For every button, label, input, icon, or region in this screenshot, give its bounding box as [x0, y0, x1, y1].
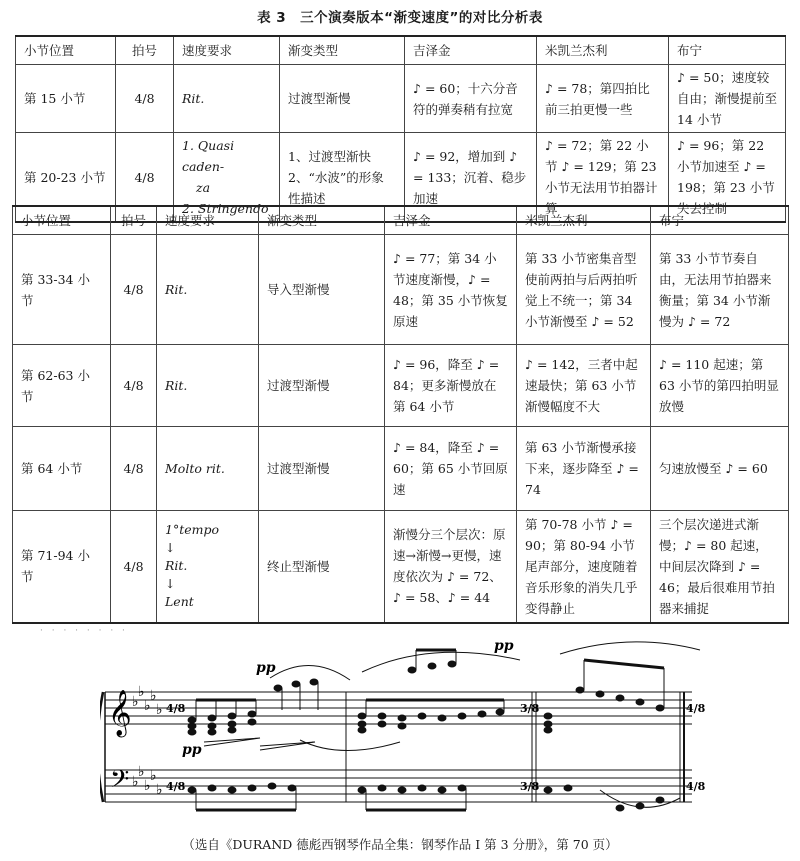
header-michelangeli: 米凯兰杰利 [517, 206, 651, 235]
time-signature: 4/8 [166, 702, 186, 715]
time-signature: 3/8 [520, 702, 540, 715]
cell-michelangeli: 第 70-78 小节 ♪ = 90；第 80-94 小节尾声部分，速度随着音乐形象的消失几乎变得静止 [517, 511, 651, 623]
bass-notes [188, 783, 664, 811]
brace [100, 692, 103, 802]
cell-bar: 第 64 小节 [13, 427, 111, 511]
header-change-type: 渐变类型 [259, 206, 385, 235]
svg-text:♭: ♭ [144, 778, 151, 794]
table-title-text: 三个演奏版本“渐变速度”的对比分析表 [300, 10, 543, 26]
tempo-line: Rit. [165, 558, 188, 574]
cell-type: 过渡型渐慢 [280, 65, 405, 133]
cell-gieseking: ♪ = 96，降至 ♪ = 84；更多渐慢放在第 64 小节 [385, 345, 517, 427]
cell-meter: 4/8 [111, 235, 157, 345]
score-excerpt [100, 630, 800, 830]
svg-text:♭: ♭ [138, 764, 145, 780]
time-signature: 4/8 [686, 780, 706, 793]
svg-text:♭: ♭ [156, 702, 163, 718]
cell-tempo: Rit. [174, 65, 280, 133]
header-gieseking: 吉泽金 [405, 36, 537, 65]
header-bunin: 布宁 [651, 206, 789, 235]
cell-tempo: Molto rit. [157, 427, 259, 511]
cell-type: 导入型渐慢 [259, 235, 385, 345]
cell-bunin: ♪ = 96；第 22 小节加速至 ♪ = 198；第 23 小节失去控制 [669, 133, 786, 223]
cell-gieseking: ♪ = 84，降至 ♪ = 60；第 65 小节回原速 [385, 427, 517, 511]
slurs [270, 642, 700, 807]
cell-meter: 4/8 [116, 133, 174, 223]
cell-michelangeli: 第 63 小节渐慢承接下来，逐步降至 ♪ = 74 [517, 427, 651, 511]
table-title [0, 6, 800, 26]
header-gieseking: 吉泽金 [385, 206, 517, 235]
cell-tempo [157, 511, 259, 623]
cell-bar: 第 62-63 小节 [13, 345, 111, 427]
header-bunin: 布宁 [669, 36, 786, 65]
cell-type: 过渡型渐慢 [259, 345, 385, 427]
cell-michelangeli: ♪ = 72；第 22 小节 ♪ = 129；第 23 小节无法用节拍器计算 [537, 133, 669, 223]
table-row [16, 65, 786, 133]
cell-bunin: 三个层次递进式渐慢；♪ = 80 起速，中间层次降到 ♪ = 46；最后很难用节拍器来捕捉 [651, 511, 789, 623]
dynamic-marking: pp [494, 638, 514, 654]
tempo-arrow: ↓ [165, 576, 176, 592]
header-bar-position: 小节位置 [13, 206, 111, 235]
cell-michelangeli: ♪ = 78；第四拍比前三拍更慢一些 [537, 65, 669, 133]
time-signature: 4/8 [166, 780, 186, 793]
treble-clef-icon: 𝄞 [108, 690, 132, 736]
hairpins [204, 738, 315, 750]
comparison-table-part-2 [12, 205, 789, 624]
cell-meter: 4/8 [111, 427, 157, 511]
cell-bar: 第 33-34 小节 [13, 235, 111, 345]
cell-gieseking: ♪ = 60；十六分音符的弹奏稍有拉宽 [405, 65, 537, 133]
table-row [13, 511, 789, 623]
cell-meter: 4/8 [116, 65, 174, 133]
dynamic-marking: pp [182, 742, 202, 758]
table-number: 表 3 [257, 10, 287, 26]
cell-tempo: Rit. [157, 235, 259, 345]
cell-bar: 第 71-94 小节 [13, 511, 111, 623]
tempo-line: Lent [165, 594, 194, 610]
svg-text:♭: ♭ [132, 694, 139, 710]
tempo-line: za [196, 180, 211, 195]
time-signature: 3/8 [520, 780, 540, 793]
cell-bar: 第 15 小节 [16, 65, 116, 133]
cell-bunin: 匀速放慢至 ♪ = 60 [651, 427, 789, 511]
svg-text:♭: ♭ [150, 768, 157, 784]
dynamic-marking: pp [256, 660, 276, 676]
header-change-type: 渐变类型 [280, 36, 405, 65]
scan-artifact: · · · · · · · · [40, 626, 128, 636]
header-tempo: 速度要求 [157, 206, 259, 235]
comparison-table-part-1 [15, 35, 786, 223]
cell-meter: 4/8 [111, 511, 157, 623]
cell-type: 过渡型渐慢 [259, 427, 385, 511]
header-tempo: 速度要求 [174, 36, 280, 65]
score-caption: （选自《DURAND 德彪西钢琴作品全集：钢琴作品 I 第 3 分册》，第 70 页） [182, 837, 618, 852]
tempo-line: 1. Quasi caden- [182, 138, 235, 174]
tempo-line: 1°tempo [165, 522, 220, 538]
table-row [13, 235, 789, 345]
cell-gieseking: ♪ = 92，增加到 ♪ = 133；沉着、稳步加速 [405, 133, 537, 223]
cell-type: 1、过渡型渐快 2、“水波”的形象性描述 [280, 133, 405, 223]
cell-michelangeli: 第 33 小节密集音型使前两拍与后两拍听觉上不统一；第 34 小节渐慢至 ♪ = 52 [517, 235, 651, 345]
time-signature: 4/8 [686, 702, 706, 715]
bass-clef-icon: 𝄢 [110, 765, 130, 800]
cell-bunin: 第 33 小节节奏自由，无法用节拍器来衡量；第 34 小节渐慢为 ♪ = 72 [651, 235, 789, 345]
tempo-arrow: ↓ [165, 540, 176, 556]
table-row [13, 427, 789, 511]
svg-text:♭: ♭ [138, 684, 145, 700]
table-row [13, 345, 789, 427]
cell-michelangeli: ♪ = 142，三者中起速最快；第 63 小节渐慢幅度不大 [517, 345, 651, 427]
cell-bunin: ♪ = 110 起速；第 63 小节的第四拍明显放慢 [651, 345, 789, 427]
header-bar-position: 小节位置 [16, 36, 116, 65]
header-meter: 拍号 [116, 36, 174, 65]
svg-text:♭: ♭ [150, 688, 157, 704]
cell-gieseking: 渐慢分三个层次：原速→渐慢→更慢，速度依次为 ♪ = 72、♪ = 58、♪ = 44 [385, 511, 517, 623]
cell-gieseking: ♪ = 77；第 34 小节速度渐慢，♪ = 48；第 35 小节恢复原速 [385, 235, 517, 345]
svg-text:♭: ♭ [156, 782, 163, 798]
cell-bunin: ♪ = 50；速度较自由；渐慢提前至 14 小节 [669, 65, 786, 133]
cell-type: 终止型渐慢 [259, 511, 385, 623]
cell-bar: 第 20-23 小节 [16, 133, 116, 223]
cell-tempo: Rit. [157, 345, 259, 427]
svg-text:♭: ♭ [132, 774, 139, 790]
key-signature-flats [132, 684, 163, 798]
cell-meter: 4/8 [111, 345, 157, 427]
svg-text:♭: ♭ [144, 698, 151, 714]
tempo-line: 2. Stringendo [182, 201, 269, 216]
header-meter: 拍号 [111, 206, 157, 235]
header-michelangeli: 米凯兰杰利 [537, 36, 669, 65]
